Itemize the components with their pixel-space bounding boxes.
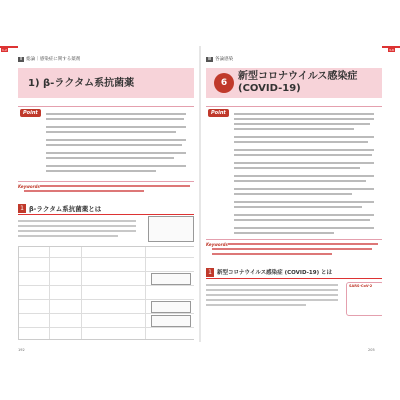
- left-section-roman: Ⅱ: [20, 57, 23, 62]
- left-point-box: [18, 106, 194, 182]
- keyword-text-line: [228, 243, 378, 245]
- body-text-line: [206, 289, 338, 291]
- point-text-line: [234, 227, 374, 229]
- body-text-line: [18, 225, 136, 227]
- keyword-text-line: [40, 185, 190, 187]
- point-text-line: [234, 201, 374, 203]
- right-section-text: 各論感染: [215, 57, 234, 62]
- right-point-label: Point: [208, 109, 229, 117]
- right-title-bar: [206, 68, 382, 98]
- table-divider: [19, 299, 194, 300]
- right-section1-number: 1: [206, 268, 214, 277]
- body-text-line: [206, 284, 338, 286]
- left-title-bar: [18, 68, 194, 98]
- point-text-line: [234, 123, 370, 125]
- point-text-line: [46, 165, 186, 167]
- table-divider: [19, 327, 194, 328]
- point-text-line: [234, 180, 366, 182]
- table-divider: [49, 247, 50, 339]
- point-text-line: [234, 128, 354, 130]
- point-text-line: [46, 126, 186, 128]
- side-note-label: SARS-CoV-2: [349, 284, 373, 288]
- point-text-line: [46, 113, 186, 115]
- left-point-label: Point: [20, 109, 41, 117]
- right-section1-heading: [206, 268, 382, 279]
- right-section-label: [206, 56, 233, 62]
- point-text-line: [234, 136, 374, 138]
- left-keywords-label: Keywords: [18, 184, 40, 189]
- point-text-line: [234, 193, 352, 195]
- structure-image: [151, 315, 191, 327]
- left-section-text: 総論｜感染症に関する薬剤: [26, 57, 81, 62]
- keyword-text-line: [212, 253, 332, 255]
- point-text-line: [46, 170, 156, 172]
- right-section-roman: Ⅲ: [208, 57, 212, 62]
- point-text-line: [46, 139, 186, 141]
- structure-image: [151, 301, 191, 313]
- keyword-text-line: [24, 190, 144, 192]
- point-text-line: [234, 214, 374, 216]
- penicillin-structure-image: [148, 216, 194, 242]
- right-page-tag: 3-6: [389, 48, 394, 52]
- point-text-line: [234, 162, 374, 164]
- point-text-line: [234, 118, 374, 120]
- point-text-line: [46, 144, 182, 146]
- point-text-line: [46, 152, 186, 154]
- right-page: [206, 46, 382, 342]
- point-text-line: [234, 232, 334, 234]
- spine-gutter: [199, 46, 201, 342]
- point-text-line: [234, 149, 374, 151]
- point-text-line: [234, 154, 372, 156]
- sars-cov-2-side-note: [346, 282, 382, 316]
- keyword-text-line: [212, 248, 372, 250]
- point-text-line: [234, 175, 374, 177]
- table-divider: [81, 247, 82, 339]
- body-text-line: [206, 299, 338, 301]
- point-text-line: [46, 131, 176, 133]
- table-divider: [19, 271, 194, 272]
- table-divider: [19, 285, 194, 286]
- right-page-number: 205: [368, 348, 375, 352]
- table-divider: [19, 257, 194, 258]
- point-text-line: [234, 167, 360, 169]
- left-title-number: 1): [28, 78, 40, 89]
- left-page-tag: 1-2: [2, 48, 7, 52]
- right-section1-title: 新型コロナウイルス感染症 (COVID-19) とは: [217, 270, 332, 276]
- point-text-line: [46, 157, 174, 159]
- point-text-line: [234, 141, 368, 143]
- right-page-title: 新型コロナウイルス感染症 (COVID-19): [238, 71, 358, 94]
- right-point-box: [206, 106, 382, 240]
- left-section1-title: β-ラクタム系抗菌薬とは: [29, 205, 102, 213]
- body-text-line: [18, 230, 136, 232]
- body-text-line: [206, 294, 338, 296]
- left-title-text: β-ラクタム系抗菌薬: [43, 78, 135, 89]
- structure-image: [151, 273, 191, 285]
- right-title-number: 6: [214, 73, 234, 93]
- body-text-line: [18, 235, 118, 237]
- drug-classification-table: [18, 246, 194, 340]
- point-text-line: [234, 113, 374, 115]
- left-page: [18, 46, 194, 342]
- point-text-line: [234, 219, 370, 221]
- left-section-label: [18, 56, 80, 62]
- right-keywords-label: Keywords: [206, 242, 228, 247]
- body-text-line: [206, 304, 306, 306]
- point-text-line: [46, 118, 184, 120]
- body-text-line: [18, 220, 136, 222]
- point-text-line: [234, 206, 362, 208]
- table-divider: [145, 247, 146, 339]
- left-page-number: 192: [18, 348, 25, 352]
- table-divider: [19, 313, 194, 314]
- point-text-line: [234, 188, 374, 190]
- left-page-title: [28, 74, 134, 89]
- left-section1-number: 1: [18, 204, 26, 213]
- left-section1-heading: [18, 204, 194, 215]
